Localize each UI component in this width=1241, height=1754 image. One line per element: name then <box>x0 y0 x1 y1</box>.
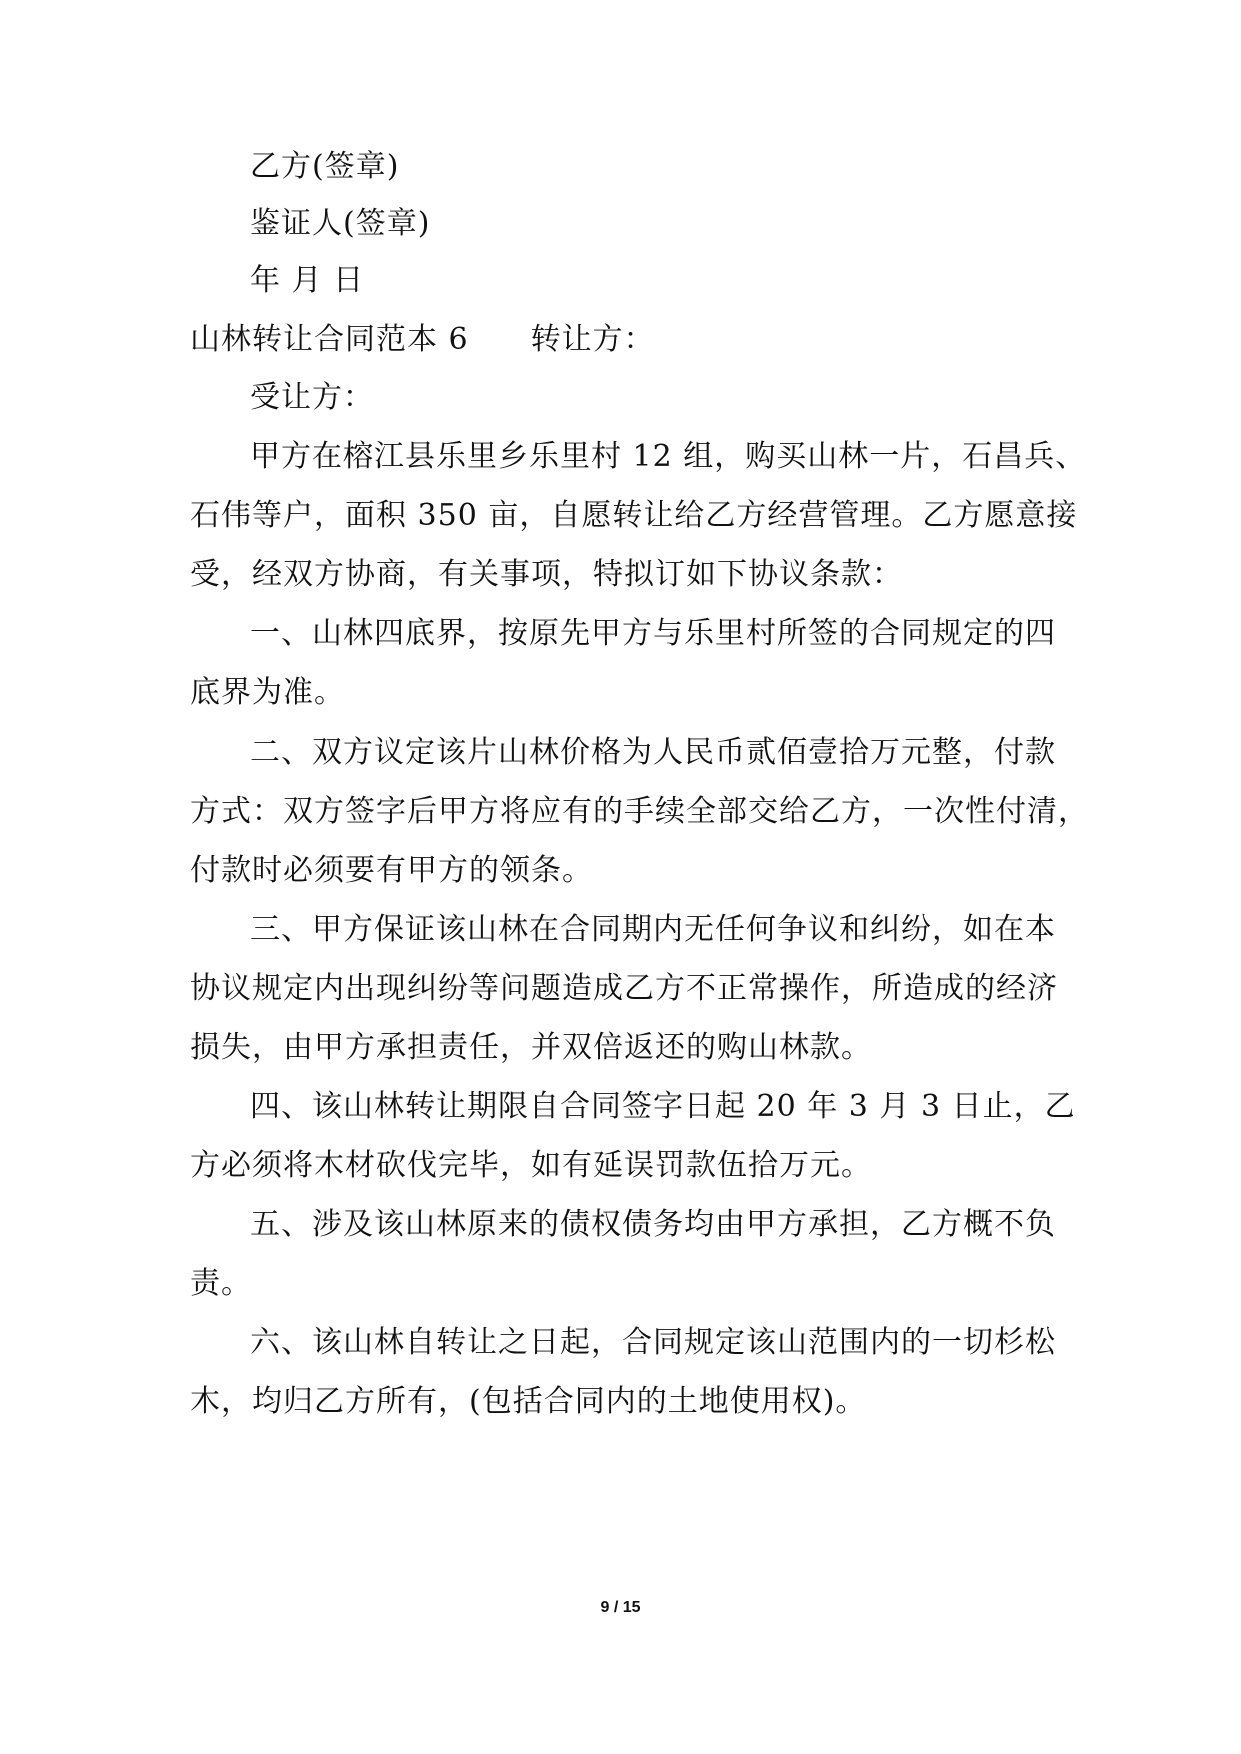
page-number: 9 / 15 <box>600 1599 641 1616</box>
clause-1-line: 底界为准。 <box>190 675 345 710</box>
clause-4-line: 方必须将木材砍伐完毕，如有延误罚款伍拾万元。 <box>190 1148 872 1183</box>
transferee-label: 受让方： <box>250 380 374 415</box>
section-title: 山林转让合同范本 6 <box>190 322 469 357</box>
witness-signature-line: 鉴证人(签章) <box>250 206 431 241</box>
clause-2-line: 付款时必须要有甲方的领条。 <box>190 853 593 888</box>
clause-3-line: 损失，由甲方承担责任，并双倍返还的购山林款。 <box>190 1030 872 1065</box>
clause-6-line: 木，均归乙方所有，(包括合同内的土地使用权)。 <box>190 1384 867 1419</box>
clause-5-line: 五、涉及该山林原来的债权债务均由甲方承担，乙方概不负 <box>250 1207 1056 1242</box>
date-line: 年 月 日 <box>250 263 365 298</box>
paragraph-line: 受，经双方协商，有关事项，特拟订如下协议条款： <box>190 557 903 592</box>
clause-4-line: 四、该山林转让期限自合同签字日起 20 年 3 月 3 日止，乙 <box>250 1089 1076 1124</box>
clause-1-line: 一、山林四底界，按原先甲方与乐里村所签的合同规定的四 <box>250 616 1056 651</box>
clause-6-line: 六、该山林自转让之日起，合同规定该山范围内的一切杉松 <box>250 1325 1056 1360</box>
section-heading-row <box>190 320 655 360</box>
clause-2-line: 方式：双方签字后甲方将应有的手续全部交给乙方，一次性付清， <box>190 794 1089 829</box>
paragraph-line: 石伟等户，面积 350 亩，自愿转让给乙方经营管理。乙方愿意接 <box>190 498 1078 533</box>
clause-5-line: 责。 <box>190 1266 252 1301</box>
clause-2-line: 二、双方议定该片山林价格为人民币贰佰壹拾万元整，付款 <box>250 735 1056 770</box>
clause-3-line: 协议规定内出现纠纷等问题造成乙方不正常操作，所造成的经济 <box>190 971 1058 1006</box>
transferor-label: 转让方： <box>530 322 655 357</box>
party-b-signature-line: 乙方(签章) <box>250 149 400 184</box>
paragraph-line: 甲方在榕江县乐里乡乐里村 12 组，购买山林一片，石昌兵、 <box>250 439 1087 474</box>
clause-3-line: 三、甲方保证该山林在合同期内无任何争议和纠纷，如在本 <box>250 912 1056 947</box>
